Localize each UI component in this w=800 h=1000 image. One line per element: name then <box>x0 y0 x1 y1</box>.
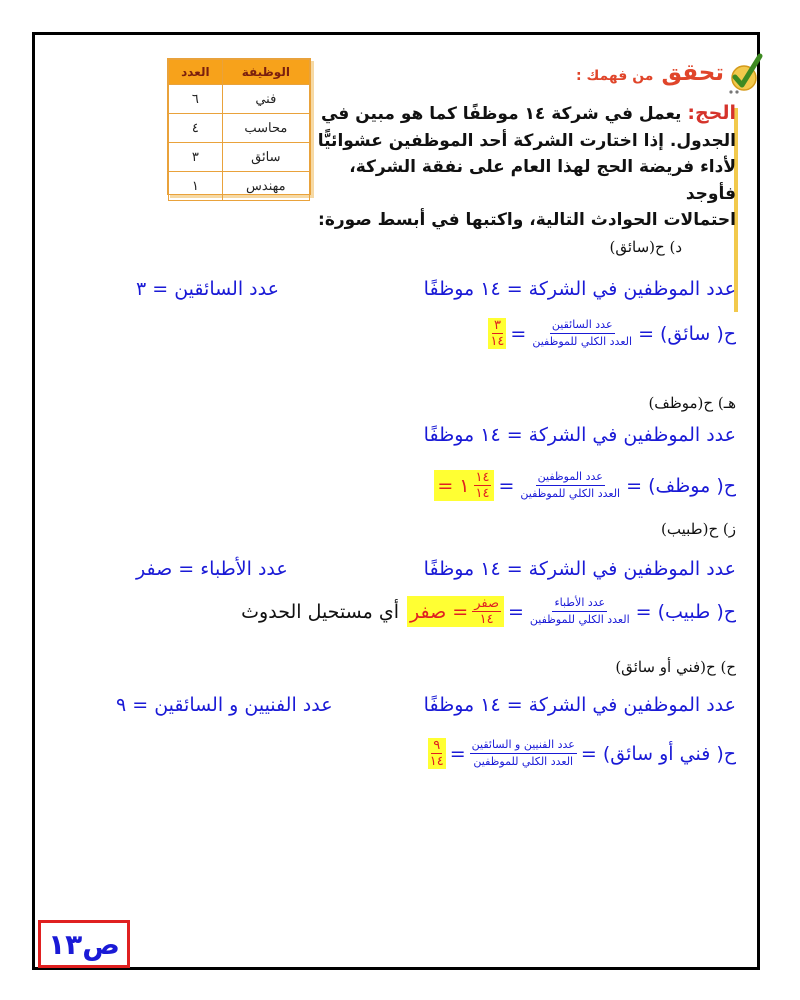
part-z-result: = صفر <box>410 600 469 623</box>
part-h-label: هـ) ح(موظف) <box>648 394 736 412</box>
part-t-employees: عدد الموظفين في الشركة = ١٤ موظفًا <box>423 694 736 716</box>
part-d-answer <box>488 318 506 349</box>
table-cell-count: ٣ <box>169 143 223 172</box>
part-z-lhs: ح( طبيب) = <box>635 600 736 623</box>
fraction-denominator: العدد الكلي للموظفين <box>529 613 630 626</box>
table-row <box>169 143 310 172</box>
answer-denominator: ١٤ <box>475 486 490 501</box>
problem-statement <box>316 100 736 234</box>
part-z-fraction <box>528 596 632 627</box>
part-z-answer <box>407 596 504 627</box>
part-t-lhs: ح( فني أو سائق) = <box>580 742 736 765</box>
table-cell-job: سائق <box>222 143 309 172</box>
page-number: ص١٣ <box>38 920 130 968</box>
table-row <box>169 114 310 143</box>
header-title: تحقق <box>661 60 724 86</box>
intro-line: احتمالات الحوادث التالية، واكتبها في أبسط صورة: <box>318 210 736 230</box>
fraction-denominator: العدد الكلي للموظفين <box>532 335 633 348</box>
table-header-job: الوظيفة <box>222 60 309 85</box>
part-h-fraction <box>518 470 622 501</box>
answer-numerator: ٣ <box>493 318 501 333</box>
fraction-numerator: عدد السائقين <box>550 318 615 334</box>
table-row <box>169 85 310 114</box>
part-h-lhs: ح( موظف) = <box>626 474 736 497</box>
intro-line: الجدول. إذا اختارت الشركة أحد الموظفين عشوائيًّا <box>317 130 736 151</box>
table-cell-count: ٦ <box>169 85 223 114</box>
part-z-label: ز) ح(طبيب) <box>661 520 736 538</box>
table-cell-count: ٤ <box>169 114 223 143</box>
table-cell-job: محاسب <box>222 114 309 143</box>
part-z-formula: ح( طبيب) = $\frac{\text{عدد الأطباء}}{\text{العدد الكلي للموظفين}}$ = $\frac{\text{صفر}}{١٤}$ = صفر أي مستحيل الحدوث <box>241 596 736 627</box>
part-h-formula: ح( موظف) = $\frac{\text{عدد الموظفين}}{\text{العدد الكلي للموظفين}}$ = $\frac{١٤}{١٤}$ ١ = <box>434 470 736 501</box>
part-t-label: ح) ح(فني أو سائق) <box>615 658 736 676</box>
part-t-answer <box>428 738 446 769</box>
part-d-label: د) ح(سائق) <box>609 238 682 256</box>
table-header-row <box>169 60 310 85</box>
fraction-numerator: عدد الأطباء <box>552 596 607 612</box>
fraction-numerator: عدد الفنيين و السائقين <box>470 738 577 754</box>
part-h-result: ١ = <box>437 474 470 497</box>
part-t-formula: ح( فني أو سائق) = $\frac{\text{عدد الفنيين و السائقين}}{\text{العدد الكلي للموظفين}}$ = $\frac{٩}{١٤}$ <box>429 738 736 769</box>
part-t-count: عدد الفنيين و السائقين = ٩ <box>116 694 333 716</box>
answer-denominator: ١٤ <box>479 612 494 627</box>
part-z-employees: عدد الموظفين في الشركة = ١٤ موظفًا <box>423 558 736 580</box>
checkmark-icon <box>726 50 764 94</box>
part-d-lhs: ح( سائق) = <box>638 322 736 345</box>
answer-denominator: ١٤ <box>429 754 444 769</box>
intro-line: يعمل في شركة ١٤ موظفًا كما هو مبين في <box>320 104 682 124</box>
part-d-fraction <box>530 318 634 349</box>
job-table <box>167 58 311 195</box>
answer-numerator: ١٤ <box>475 470 490 485</box>
answer-numerator: صفر <box>474 596 499 611</box>
table-header-count: العدد <box>169 60 223 85</box>
fraction-denominator: العدد الكلي للموظفين <box>473 755 574 768</box>
answer-denominator: ١٤ <box>490 334 505 349</box>
part-h-employees: عدد الموظفين في الشركة = ١٤ موظفًا <box>423 424 736 446</box>
part-d-count: عدد السائقين = ٣ <box>136 278 279 300</box>
part-t-fraction <box>470 738 577 769</box>
table-cell-job: مهندس <box>222 172 309 201</box>
header-suffix: من فهمك : <box>576 68 654 84</box>
table-row <box>169 172 310 201</box>
intro-label: الحج: <box>687 102 736 124</box>
part-z-note: أي مستحيل الحدوث <box>241 600 400 623</box>
answer-numerator: ٩ <box>433 738 441 753</box>
table-cell-count: ١ <box>169 172 223 201</box>
part-d-formula: ح( سائق) = $\frac{\text{عدد السائقين}}{\text{العدد الكلي للموظفين}}$ = $\frac{٣}{١٤}$ <box>490 318 736 349</box>
fraction-numerator: عدد الموظفين <box>536 470 605 486</box>
part-z-count: عدد الأطباء = صفر <box>136 558 288 580</box>
check-understanding-title <box>576 60 724 86</box>
table-cell-job: فني <box>222 85 309 114</box>
part-d-employees: عدد الموظفين في الشركة = ١٤ موظفًا <box>423 278 736 300</box>
intro-line: لأداء فريضة الحج لهذا العام على نفقة الشركة، فأوجد <box>349 157 736 204</box>
part-h-answer <box>434 470 494 501</box>
fraction-denominator: العدد الكلي للموظفين <box>520 487 621 500</box>
